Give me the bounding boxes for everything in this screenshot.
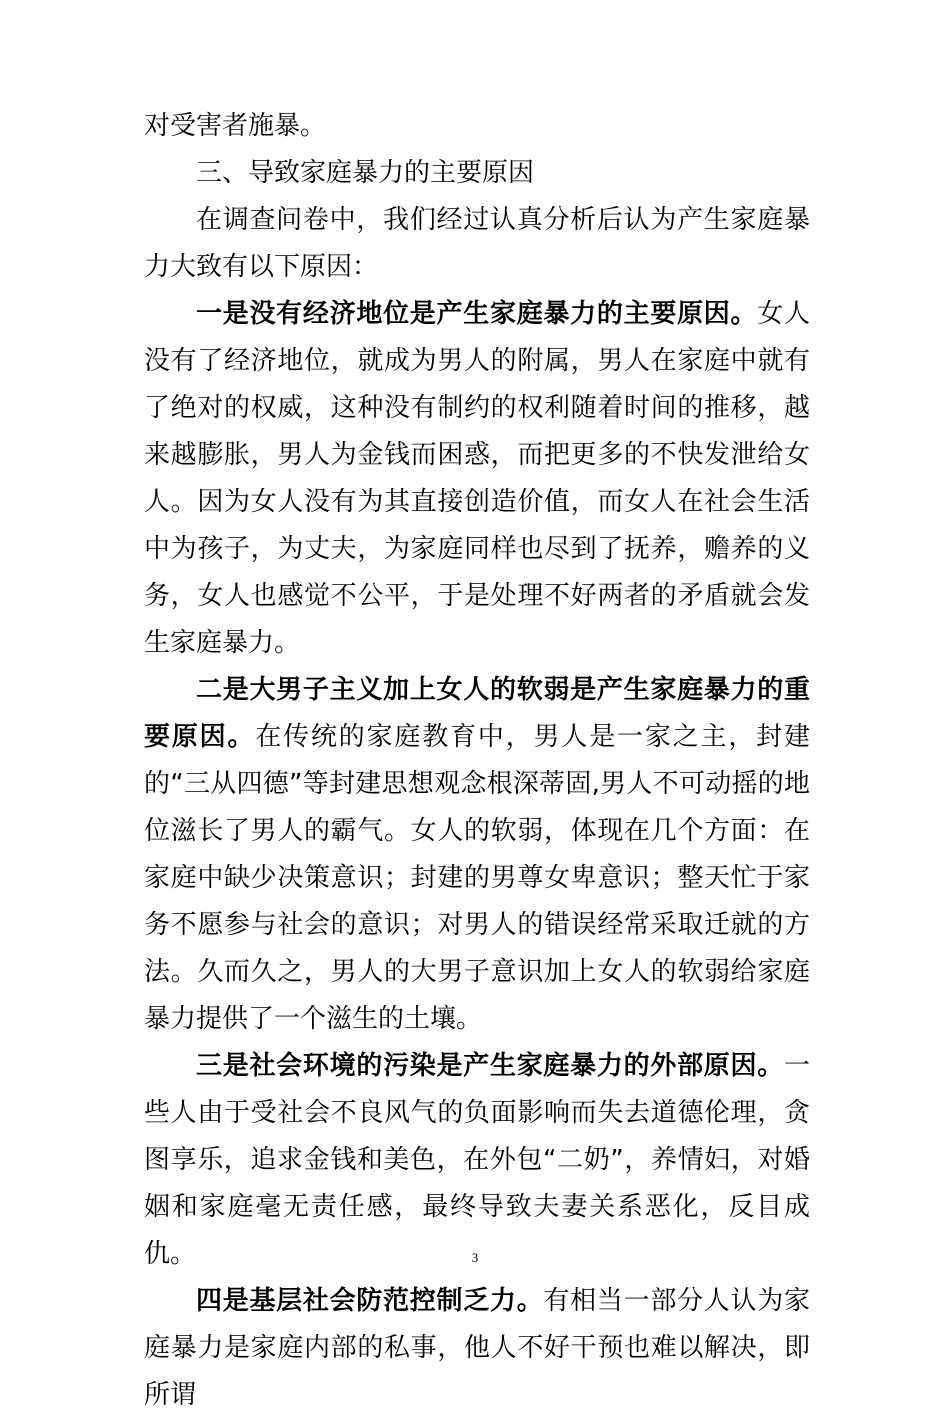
paragraph-reason-3 [144, 1043, 810, 1278]
paragraph-lead: 三是社会环境的污染是产生家庭暴力的外部原因。 [196, 1051, 784, 1081]
page-number: 3 [471, 1250, 479, 1265]
section-heading-text: 三、导致家庭暴力的主要原因 [196, 158, 535, 188]
paragraph-intro [144, 197, 810, 291]
paragraph-lead: 四是基层社会防范控制乏力。 [196, 1286, 544, 1316]
paragraph-lead: 一是没有经济地位是产生家庭暴力的主要原因。 [196, 299, 758, 329]
paragraph-lead: 二是大男子主义加上女人的软弱是产生家庭暴力的重要原因。 [144, 675, 810, 752]
paragraph-text: 有相当一部分人认为家庭暴力是家庭内部的私事，他人不好干预也难以解决，即所谓 [144, 1286, 810, 1410]
paragraph-continuation [144, 103, 810, 150]
paragraph-text: 女人没有了经济地位，就成为男人的附属，男人在家庭中就有了绝对的权威，这种没有制约的权利随着时间的推移，越来越膨胀，男人为金钱而困惑，而把更多的不快发泄给女人。因为女人没有为其直接创造价值，而女人在社会生活中为孩子，为丈夫，为家庭同样也尽到了抚养，赡养的义务，女人也感觉不公平，于是处理不好两者的矛盾就会发生家庭暴力。 [144, 299, 810, 658]
paragraph-text: 在传统的家庭教育中，男人是一家之主，封建的“三从四德”等封建思想观念根深蒂固,男人不可动摇的地位滋长了男人的霸气。女人的软弱，体现在几个方面：在家庭中缺少决策意识；封建的男尊女卑意识；整天忙于家务不愿参与社会的意识；对男人的错误经常采取迁就的方法。久而久之，男人的大男子意识加上女人的软弱给家庭暴力提供了一个滋生的土壤。 [144, 722, 810, 1034]
paragraph-text: 一些人由于受社会不良风气的负面影响而失去道德伦理，贪图享乐，追求金钱和美色，在外包“二奶”，养情妇，对婚姻和家庭毫无责任感，最终导致夫妻关系恶化，反目成仇。 [144, 1051, 810, 1269]
paragraph-reason-1 [144, 291, 810, 667]
document-body [144, 103, 810, 1419]
paragraph-reason-2 [144, 667, 810, 1043]
section-heading [144, 150, 810, 197]
paragraph-text: 在调查问卷中，我们经过认真分析后认为产生家庭暴力大致有以下原因： [144, 205, 810, 282]
paragraph-reason-4 [144, 1278, 810, 1419]
paragraph-text: 对受害者施暴。 [144, 111, 327, 141]
